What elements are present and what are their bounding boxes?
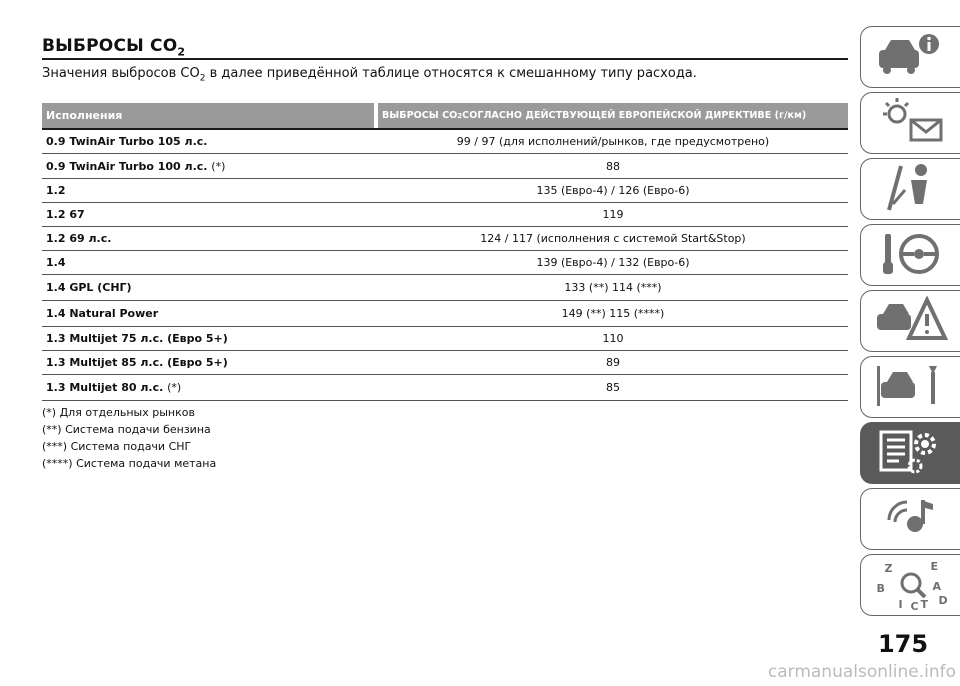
emission-value-cell: 124 / 117 (исполнения с системой Start&Stop): [480, 232, 746, 245]
model-cell: 1.3 Multijet 80 л.с. (*): [46, 381, 182, 394]
footnote-mark: (*): [211, 159, 226, 173]
emission-value-cell: 135 (Евро-4) / 126 (Евро-6): [536, 184, 690, 197]
steering-wheel-key-icon: [871, 226, 951, 284]
index-letter: T: [920, 598, 929, 611]
footnote: (***) Система подачи СНГ: [42, 440, 192, 453]
table-row: [42, 275, 848, 301]
chapter-tab-warning-lights[interactable]: [860, 92, 960, 154]
footnotes: [42, 404, 216, 472]
table-row: [42, 351, 848, 375]
multimedia-icon: [871, 490, 951, 548]
table-row: [42, 251, 848, 275]
table-row: [42, 130, 848, 154]
watermark: carmanualsonline.info: [767, 662, 956, 682]
column-header-emissions: ВЫБРОСЫ CO 2 СОГЛАСНО ДЕЙСТВУЮЩЕЙ ЕВРОПЕЙСКОЙ ДИРЕКТИВЕ (г/км): [378, 103, 848, 128]
chapter-tab-airbag-safety[interactable]: [860, 158, 960, 220]
emission-value-cell: 85: [606, 381, 620, 394]
index-letter: I: [898, 598, 903, 611]
model-cell: 0.9 TwinAir Turbo 100 л.с. (*): [46, 159, 226, 173]
index-icon: [871, 558, 951, 612]
model-cell: 1.3 Multijet 75 л.с. (Евро 5+): [46, 332, 228, 345]
index-letter: A: [932, 580, 942, 593]
title-divider: [42, 58, 848, 60]
emission-value-cell: 99 / 97 (для исполнений/рынков, где предусмотрено): [456, 135, 770, 148]
page-number: 175: [877, 630, 929, 658]
table-row: [42, 327, 848, 351]
chapter-tab-technical-data[interactable]: [860, 422, 960, 484]
model-cell: 1.4: [46, 256, 66, 269]
table-row: [42, 301, 848, 327]
index-letter: E: [930, 560, 939, 573]
footnote: (****) Система подачи метана: [42, 457, 217, 470]
footnote: (*) Для отдельных рынков: [42, 406, 195, 419]
table-row: [42, 203, 848, 227]
footnote: (**) Система подачи бензина: [42, 423, 211, 436]
model-cell: 1.4 Natural Power: [46, 307, 159, 320]
chapter-tab-multimedia[interactable]: [860, 488, 960, 550]
chapter-tab-car-info[interactable]: [860, 26, 960, 88]
column-header-model: Исполнения: [42, 103, 374, 128]
table-row: [42, 227, 848, 251]
car-info-icon: [871, 28, 951, 86]
maintenance-icon: [871, 358, 951, 416]
index-letter: B: [876, 582, 885, 595]
emission-value-cell: 119: [602, 208, 624, 221]
emission-value-cell: 88: [606, 159, 620, 173]
model-cell: 1.2 67: [46, 208, 85, 221]
model-cell: 1.3 Multijet 85 л.с. (Евро 5+): [46, 356, 228, 369]
table-row: [42, 375, 848, 401]
chapter-tab-index[interactable]: [860, 554, 960, 616]
chapter-tab-steering-wheel-key[interactable]: [860, 224, 960, 286]
emission-value-cell: 139 (Евро-4) / 132 (Евро-6): [536, 256, 690, 269]
table-header: [42, 103, 848, 128]
emission-value-cell: 149 (**) 115 (****): [561, 307, 665, 320]
warning-lights-icon: [871, 94, 951, 152]
table-row: [42, 154, 848, 179]
model-cell: 0.9 TwinAir Turbo 105 л.с.: [46, 135, 208, 148]
table-row: [42, 179, 848, 203]
emissions-table: [42, 130, 848, 401]
emission-value-cell: 133 (**) 114 (***): [564, 281, 662, 294]
footnote-mark: (*): [167, 381, 182, 394]
intro-text: Значения выбросов $CO_2$ в далее приведённой таблице относятся к смешанному типу расхода.: [42, 66, 697, 84]
emission-value-cell: 89: [606, 356, 620, 369]
emission-value-cell: 110: [602, 332, 624, 345]
chapter-tab-maintenance[interactable]: [860, 356, 960, 418]
emergency-icon: [871, 292, 951, 350]
model-cell: 1.4 GPL (СНГ): [46, 281, 132, 294]
airbag-safety-icon: [871, 160, 951, 218]
chapter-sidebar: [860, 26, 960, 620]
chapter-tab-emergency[interactable]: [860, 290, 960, 352]
model-cell: 1.2 69 л.с.: [46, 232, 112, 245]
index-letter: D: [938, 594, 948, 607]
model-cell: 1.2: [46, 184, 66, 197]
index-letter: C: [910, 600, 919, 613]
technical-data-icon: [871, 424, 951, 482]
index-letter: Z: [884, 562, 893, 575]
page-title: ВЫБРОСЫ $CO_2$: [42, 36, 186, 59]
